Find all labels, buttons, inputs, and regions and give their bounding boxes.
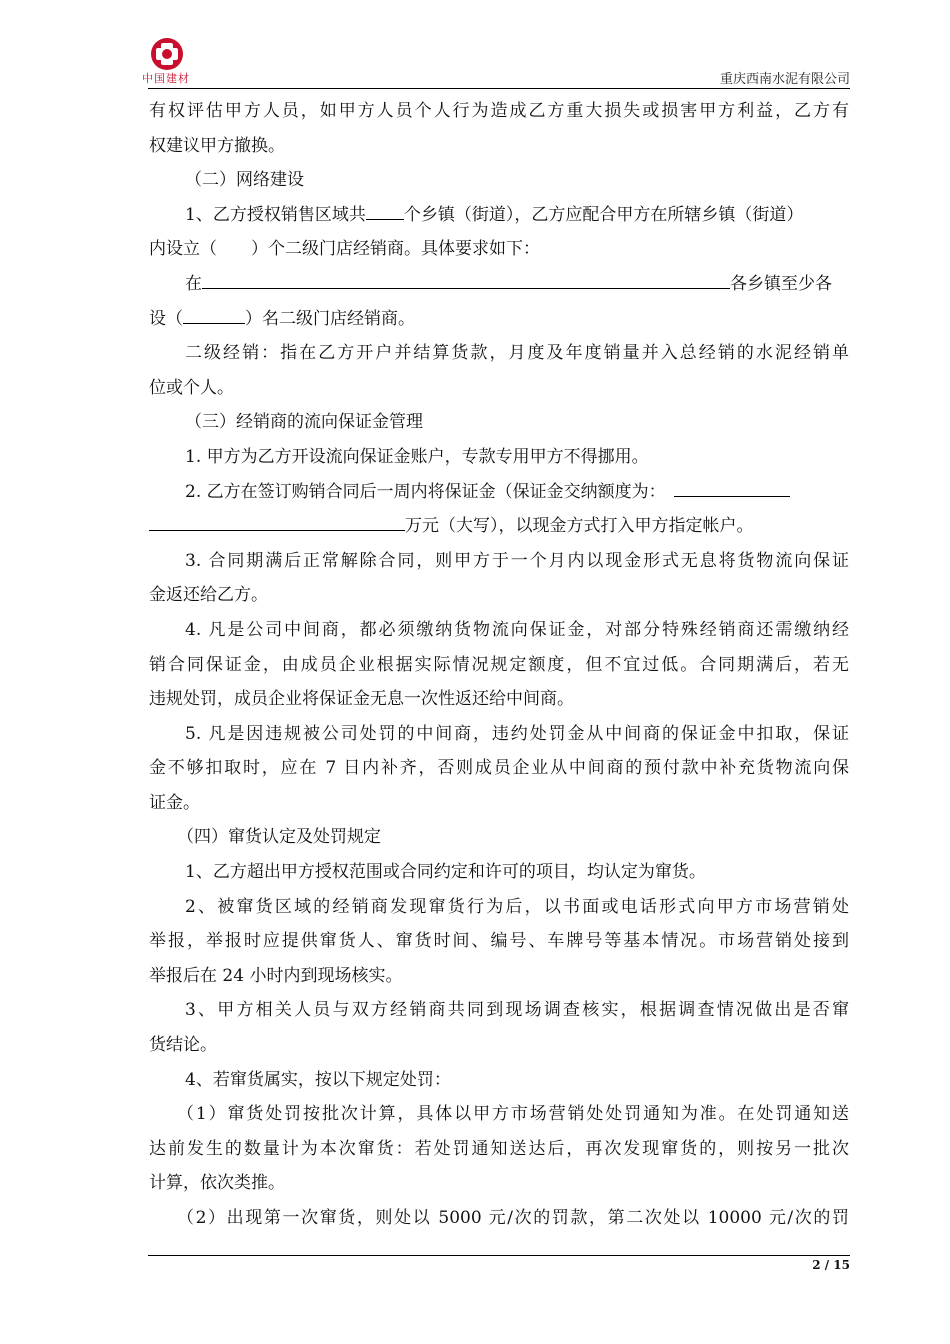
text-line: 金不够扣取时，应在 7 日内补齐，否则成员企业从中间商的预付款中补充货物流向保	[149, 758, 849, 779]
logo-text: 中国建材	[142, 72, 190, 85]
text-line: 计算，依次类推。	[149, 1173, 285, 1194]
header-rule	[148, 88, 850, 89]
text-line: 金返还给乙方。	[149, 585, 268, 606]
text-line: 举报，举报时应提供窜货人、窜货时间、编号、车牌号等基本情况。市场营销处接到	[149, 931, 849, 952]
blank-field[interactable]	[202, 270, 730, 289]
text-line: 证金。	[149, 792, 200, 813]
section-heading: （二）网络建设	[185, 170, 304, 191]
text-line: 2. 乙方在签订购销合同后一周内将保证金（保证金交纳额度为：	[149, 475, 849, 510]
page-number: 2 / 15	[812, 1258, 850, 1272]
text-line: 3. 合同期满后正常解除合同，则甲方于一个月内以现金形式无息将货物流向保证	[185, 550, 849, 571]
text-line: 有权评估甲方人员，如甲方人员个人行为造成乙方重大损失或损害甲方利益，乙方有	[149, 101, 849, 121]
blank-field[interactable]	[366, 201, 404, 220]
text-line: 二级经销：指在乙方开户并结算货款，月度及年度销量并入总经销的水泥经销单	[185, 343, 849, 364]
company-name: 重庆西南水泥有限公司	[719, 72, 850, 87]
document-body	[149, 94, 849, 1236]
text-line: 销合同保证金，由成员企业根据实际情况规定额度，但不宜过低。合同期满后，若无	[149, 654, 849, 675]
section-heading: （三）经销商的流向保证金管理	[185, 412, 423, 433]
text-line: 万元（大写），以现金方式打入甲方指定帐户。	[149, 509, 849, 544]
footer-rule	[148, 1255, 850, 1256]
text-line: 2、被窜货区域的经销商发现窜货行为后，以书面或电话形式向甲方市场营销处	[185, 896, 849, 917]
text-line: 1. 甲方为乙方开设流向保证金账户，专款专用甲方不得挪用。	[185, 446, 649, 467]
text-line: （1）窜货处罚按批次计算，具体以甲方市场营销处处罚通知为准。在处罚通知送	[177, 1104, 849, 1125]
text-line: 1、乙方授权销售区域共 个乡镇（街道），乙方应配合甲方在所辖乡镇（街道）	[149, 198, 849, 233]
page-header	[142, 30, 850, 90]
text-line: 违规处罚，成员企业将保证金无息一次性返还给中间商。	[149, 689, 574, 710]
text-line: 1、乙方超出甲方授权范围或合同约定和许可的项目，均认定为窜货。	[185, 862, 706, 883]
text-line: 举报后在 24 小时内到现场核实。	[149, 965, 403, 986]
text-line: 在 各乡镇至少各	[149, 267, 849, 302]
text-line: 4. 凡是公司中间商，都必须缴纳货物流向保证金，对部分特殊经销商还需缴纳经	[185, 619, 849, 640]
blank-field[interactable]	[674, 478, 790, 497]
text-line: 位或个人。	[149, 377, 234, 398]
text-line: 设（ ）名二级门店经销商。	[149, 302, 849, 337]
text-line: 权建议甲方撤换。	[149, 135, 285, 156]
text-line: 达前发生的数量计为本次窜货：若处罚通知送达后，再次发现窜货的，则按另一批次	[149, 1138, 849, 1159]
text-line: 货结论。	[149, 1035, 217, 1056]
text-line: 内设立（ ）个二级门店经销商。具体要求如下：	[149, 239, 540, 260]
text-line: （2）出现第一次窜货，则处以 5000 元/次的罚款，第二次处以 10000 元/次的罚	[177, 1208, 849, 1228]
text-line: 4、若窜货属实，按以下规定处罚：	[185, 1069, 451, 1090]
blank-field[interactable]	[149, 512, 405, 531]
section-heading: （四）窜货认定及处罚规定	[177, 827, 381, 848]
text-line: 3、甲方相关人员与双方经销商共同到现场调查核实，根据调查情况做出是否窜	[185, 1000, 849, 1021]
text-line: 5. 凡是因违规被公司处罚的中间商，违约处罚金从中间商的保证金中扣取，保证	[185, 723, 849, 744]
blank-field[interactable]	[183, 305, 245, 324]
